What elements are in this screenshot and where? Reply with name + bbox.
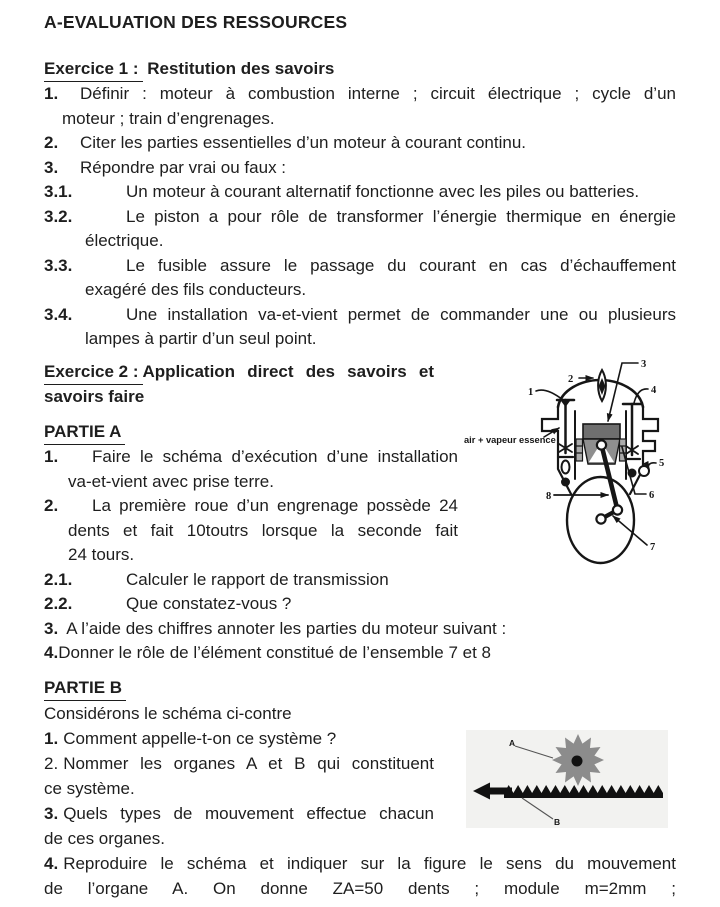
item-text: Que constatez-vous ? <box>126 594 292 613</box>
exercice-1-label: Exercice 1 : <box>44 57 143 83</box>
item-text: de ces organes. <box>44 829 165 848</box>
partie-b-intro: Considérons le schéma ci-contre <box>44 704 292 723</box>
pa-item-3 <box>44 617 676 642</box>
ex1-item-3 <box>44 156 676 181</box>
item-number: 2. <box>44 133 59 152</box>
piston-rings-left <box>576 439 583 461</box>
item-text: Citer les parties essentielles d’un moteur à courant continu. <box>80 133 527 152</box>
engine-diagram <box>462 343 718 565</box>
engine-label-6: 6 <box>649 490 655 501</box>
item-number: 4. <box>44 643 59 662</box>
section-exercice-1 <box>44 57 676 352</box>
item-text: Définir : moteur à combustion interne ; circuit électrique ; cycle d’un <box>80 84 676 103</box>
engine-caption-air-vapeur: air + vapeur essence <box>464 435 556 445</box>
partie-a-heading: PARTIE A <box>44 420 676 446</box>
item-text: Faire le schéma d’exécution d’une installation <box>92 447 458 466</box>
item-number: 2.2. <box>44 594 73 613</box>
engine-label-4: 4 <box>651 385 657 396</box>
page-title: A-EVALUATION DES RESSOURCES <box>44 12 348 32</box>
exercice-1-heading <box>44 57 676 83</box>
gear-label-a: A <box>509 738 516 748</box>
item-number: 1. <box>44 447 59 466</box>
item-text: moteur ; train d’engrenages. <box>62 108 275 128</box>
crankshaft-center <box>596 514 605 523</box>
item-text: Calculer le rapport de transmission <box>126 569 389 589</box>
item-number: 3. <box>44 804 59 823</box>
partie-b-heading: PARTIE B <box>44 676 676 702</box>
gear-label-b: B <box>554 817 561 827</box>
pa-item-2-1 <box>44 568 475 593</box>
pb-item-3 <box>44 801 434 851</box>
item-text: Répondre par vrai ou faux : <box>80 157 287 177</box>
ex1-item-3-2 <box>44 205 676 254</box>
engine-label-1: 1 <box>528 387 534 398</box>
item-number: 2.1. <box>44 569 73 589</box>
pa-item-2 <box>44 494 458 568</box>
item-number: 3.1. <box>44 182 73 201</box>
item-text: Un moteur à courant alternatif fonctionne avec les piles ou batteries. <box>126 182 640 201</box>
item-number: 1. <box>44 84 59 103</box>
item-text: Quels types de mouvement effectue chacun <box>63 804 434 823</box>
item-text: va-et-vient avec prise terre. <box>68 471 274 491</box>
pa-item-4 <box>44 641 676 666</box>
item-number: 1. <box>44 729 59 748</box>
item-number: 3.4. <box>44 304 73 324</box>
item-text: Le fusible assure le passage du courant en cas d’échauffement <box>126 255 676 275</box>
exercice-2-label: Exercice 2 : <box>44 360 143 386</box>
engine-label-3: 3 <box>641 359 647 370</box>
rack-bar <box>504 785 663 798</box>
exercice-1-title: Restitution des savoirs <box>147 58 335 78</box>
item-text: La première roue d’un engrenage possède 24 <box>92 496 458 515</box>
exercice-2-heading <box>44 360 434 410</box>
item-text: dents et fait 10toutrs lorsque la seconde fait <box>68 520 458 540</box>
item-text: 24 tours. <box>68 545 135 564</box>
item-text: Le piston a pour rôle de transformer l’énergie thermique en énergie <box>126 206 676 226</box>
gear-rack-diagram <box>466 730 668 828</box>
ex1-item-1 <box>44 82 676 131</box>
item-number: 2. <box>44 754 59 773</box>
item-text: Comment appelle-t-on ce système ? <box>63 729 337 748</box>
item-number: 2. <box>44 496 59 515</box>
item-text: exagéré des fils conducteurs. <box>85 280 307 299</box>
item-number: 4. <box>44 854 59 873</box>
exercice-2-title-line2: savoirs faire <box>44 387 145 406</box>
engine-label-2: 2 <box>568 374 574 385</box>
item-number: 3.3. <box>44 255 73 275</box>
engine-label-7: 7 <box>650 542 656 553</box>
item-text: Reproduire le schéma et indiquer sur la figure le sens du mouvement <box>63 854 676 873</box>
item-text: Donner le rôle de l’élément constitué de l’ensemble 7 et 8 <box>58 643 491 662</box>
pa-item-1 <box>44 445 458 494</box>
gear-axle-hole <box>572 756 583 767</box>
pb-item-4 <box>44 851 676 901</box>
spark-plug <box>598 370 606 401</box>
engine-label-5: 5 <box>659 458 665 469</box>
crank-pin <box>613 505 622 514</box>
ex1-item-2 <box>44 131 676 156</box>
pb-item-2 <box>44 751 434 801</box>
item-text: de l’organe A. On donne ZA=50 dents ; module m=2mm ; <box>44 879 676 898</box>
ex1-item-3-1 <box>44 180 676 205</box>
item-number: 3.2. <box>44 206 73 226</box>
item-number: 3. <box>44 157 59 177</box>
item-text: ce système. <box>44 779 135 798</box>
wrist-pin <box>597 440 606 449</box>
item-number: 3. <box>44 618 59 638</box>
exercice-2-title-line1: Application direct des savoirs et <box>142 361 434 381</box>
pa-item-2-2 <box>44 592 475 617</box>
item-text: Une installation va-et-vient permet de commander une ou plusieurs <box>126 304 676 324</box>
item-text: Nommer les organes A et B qui constituent <box>63 754 434 773</box>
item-text: A l’aide des chiffres annoter les parties du moteur suivant : <box>66 618 507 638</box>
item-text: électrique. <box>85 231 164 250</box>
item-text: lampes à partir d’un seul point. <box>85 329 317 348</box>
ex1-item-3-3 <box>44 254 676 303</box>
engine-label-8: 8 <box>546 491 552 502</box>
